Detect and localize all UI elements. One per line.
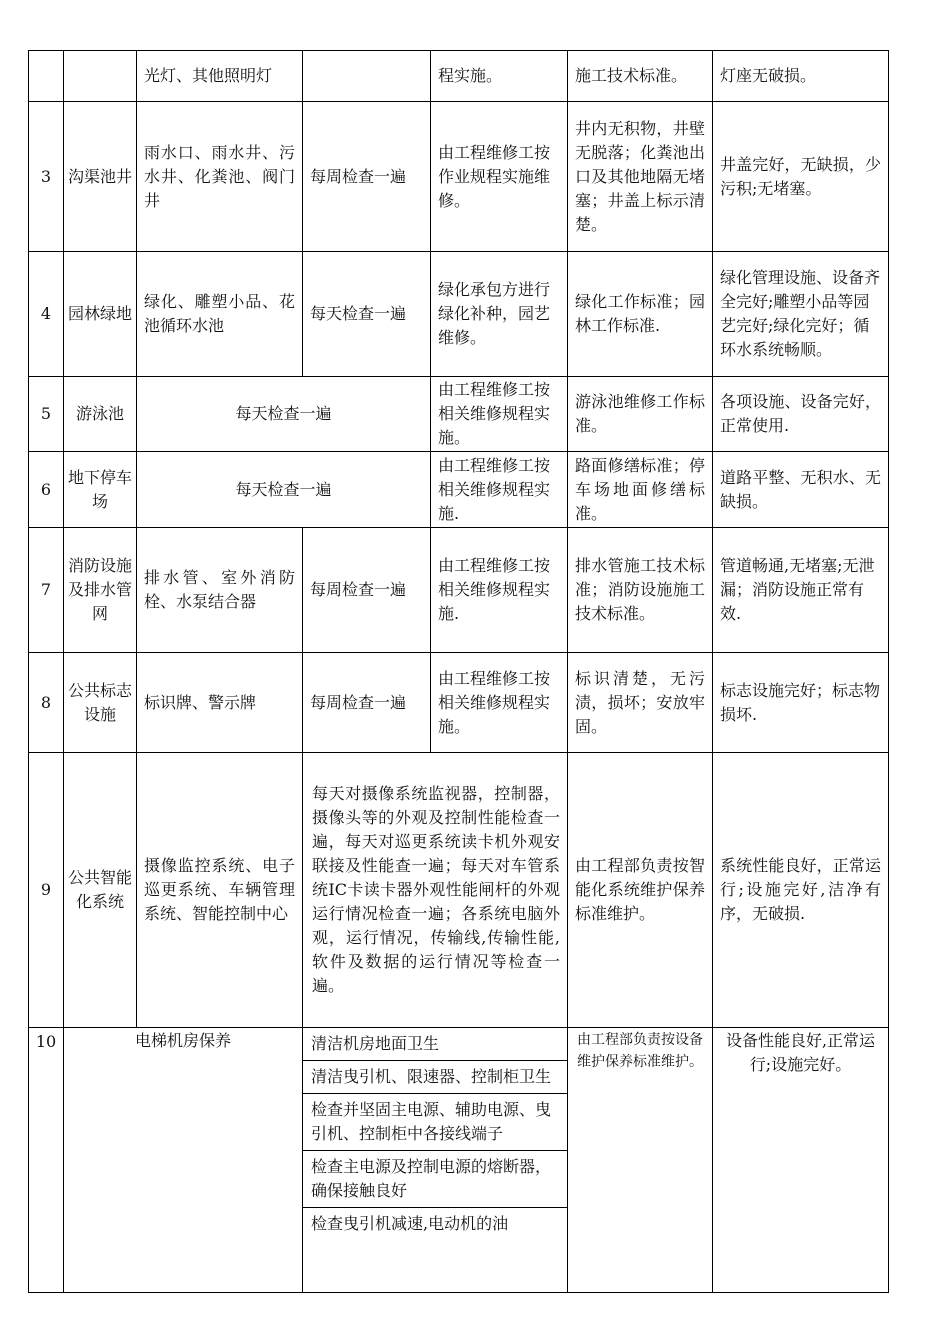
- maintenance-standard: 由工程部负责按设备维护保养标准维护。: [568, 1028, 713, 1293]
- inspection-frequency: 每周检查一遍: [303, 653, 431, 753]
- inspection-frequency: 每周检查一遍: [303, 528, 431, 653]
- row-number: 6: [29, 452, 64, 528]
- maintenance-scope: 雨水口、雨水井、污水井、化粪池、阀门井: [137, 102, 303, 252]
- facility-name: 公共智能化系统: [64, 753, 137, 1028]
- quality-result: 绿化管理设施、设备齐全完好;雕塑小品等园艺完好;绿化完好；循环水系统畅顺。: [713, 252, 889, 377]
- quality-result: 各项设施、设备完好，正常使用.: [713, 377, 889, 452]
- facility-name: 游泳池: [64, 377, 137, 452]
- maintenance-scope: 标识牌、警示牌: [137, 653, 303, 753]
- maintenance-task: 检查主电源及控制电源的熔断器，确保接触良好: [303, 1151, 567, 1208]
- facility-name: 园林绿地: [64, 252, 137, 377]
- inspection-frequency: [303, 51, 431, 102]
- table-row: [29, 252, 889, 377]
- quality-result: 井盖完好，无缺损，少污积;无堵塞。: [713, 102, 889, 252]
- maintenance-method: 由工程维修工按相关维修规程实施.: [431, 452, 568, 528]
- inspection-frequency: 每天检查一遍: [137, 377, 431, 452]
- quality-result: 系统性能良好，正常运行;设施完好,洁净有序，无破损.: [713, 753, 889, 1028]
- row-number: 9: [29, 753, 64, 1028]
- row-number: 5: [29, 377, 64, 452]
- maintenance-task: 检查并坚固主电源、辅助电源、曳引机、控制柜中各接线端子: [303, 1094, 567, 1151]
- maintenance-table: [28, 50, 889, 1293]
- maintenance-task: 清洁曳引机、限速器、控制柜卫生: [303, 1061, 567, 1094]
- maintenance-task-list: [303, 1028, 567, 1240]
- row-number: 10: [29, 1028, 64, 1293]
- maintenance-standard: 由工程部负责按智能化系统维护保养标准维护。: [568, 753, 713, 1028]
- maintenance-standard: 施工技术标准。: [568, 51, 713, 102]
- maintenance-method: 每天对摄像系统监视器，控制器，摄像头等的外观及控制性能检查一遍，每天对巡更系统读卡机外观安联接及性能查一遍；每天对车管系统IC卡读卡器外观性能闸杆的外观运行情况检查一遍；各系统电脑外观，运行情况，传输线,传输性能,软件及数据的运行情况等检查一遍。: [303, 753, 568, 1028]
- facility-name: 电梯机房保养: [64, 1028, 303, 1293]
- maintenance-task-cell: [303, 1028, 568, 1293]
- maintenance-scope: 光灯、其他照明灯: [137, 51, 303, 102]
- maintenance-task: 清洁机房地面卫生: [303, 1028, 567, 1061]
- facility-name: 地下停车场: [64, 452, 137, 528]
- table-row: [29, 452, 889, 528]
- maintenance-method: 由工程维修工按相关维修规程实施。: [431, 377, 568, 452]
- quality-result: 道路平整、无积水、无缺损。: [713, 452, 889, 528]
- table-row: [29, 377, 889, 452]
- maintenance-method: 由工程维修工按作业规程实施维修。: [431, 102, 568, 252]
- facility-name: 消防设施及排水管网: [64, 528, 137, 653]
- maintenance-method: 绿化承包方进行绿化补种，园艺维修。: [431, 252, 568, 377]
- maintenance-scope: 绿化、雕塑小品、花池循环水池: [137, 252, 303, 377]
- maintenance-standard: 井内无积物，井壁无脱落；化粪池出口及其他地隔无堵塞；井盖上标示清楚。: [568, 102, 713, 252]
- row-number: 4: [29, 252, 64, 377]
- row-number: 3: [29, 102, 64, 252]
- maintenance-standard: 标识清楚，无污渍，损坏；安放牢固。: [568, 653, 713, 753]
- maintenance-standard: 路面修缮标准；停车场地面修缮标准。: [568, 452, 713, 528]
- row-number: [29, 51, 64, 102]
- maintenance-standard: 排水管施工技术标准；消防设施施工技术标准。: [568, 528, 713, 653]
- table-row: [29, 51, 889, 102]
- table-row: [29, 528, 889, 653]
- quality-result: 标志设施完好；标志物损坏.: [713, 653, 889, 753]
- maintenance-scope: 排水管、室外消防栓、水泵结合器: [137, 528, 303, 653]
- inspection-frequency: 每天检查一遍: [137, 452, 431, 528]
- quality-result: 设备性能良好,正常运行;设施完好。: [713, 1028, 889, 1293]
- inspection-frequency: 每天检查一遍: [303, 252, 431, 377]
- facility-name: 沟渠池井: [64, 102, 137, 252]
- table-row: [29, 102, 889, 252]
- facility-name: [64, 51, 137, 102]
- maintenance-standard: 游泳池维修工作标准。: [568, 377, 713, 452]
- maintenance-standard: 绿化工作标准；园林工作标准.: [568, 252, 713, 377]
- inspection-frequency: 每周检查一遍: [303, 102, 431, 252]
- row-number: 7: [29, 528, 64, 653]
- table-row: [29, 753, 889, 1028]
- maintenance-method: 由工程维修工按相关维修规程实施。: [431, 653, 568, 753]
- maintenance-scope: 摄像监控系统、电子巡更系统、车辆管理系统、智能控制中心: [137, 753, 303, 1028]
- row-number: 8: [29, 653, 64, 753]
- quality-result: 灯座无破损。: [713, 51, 889, 102]
- facility-name: 公共标志设施: [64, 653, 137, 753]
- table-row: [29, 1028, 889, 1293]
- quality-result: 管道畅通,无堵塞;无泄漏；消防设施正常有效.: [713, 528, 889, 653]
- maintenance-method: 程实施。: [431, 51, 568, 102]
- maintenance-task: 检查曳引机减速,电动机的油: [311, 1214, 509, 1233]
- maintenance-method: 由工程维修工按相关维修规程实施.: [431, 528, 568, 653]
- table-row: [29, 653, 889, 753]
